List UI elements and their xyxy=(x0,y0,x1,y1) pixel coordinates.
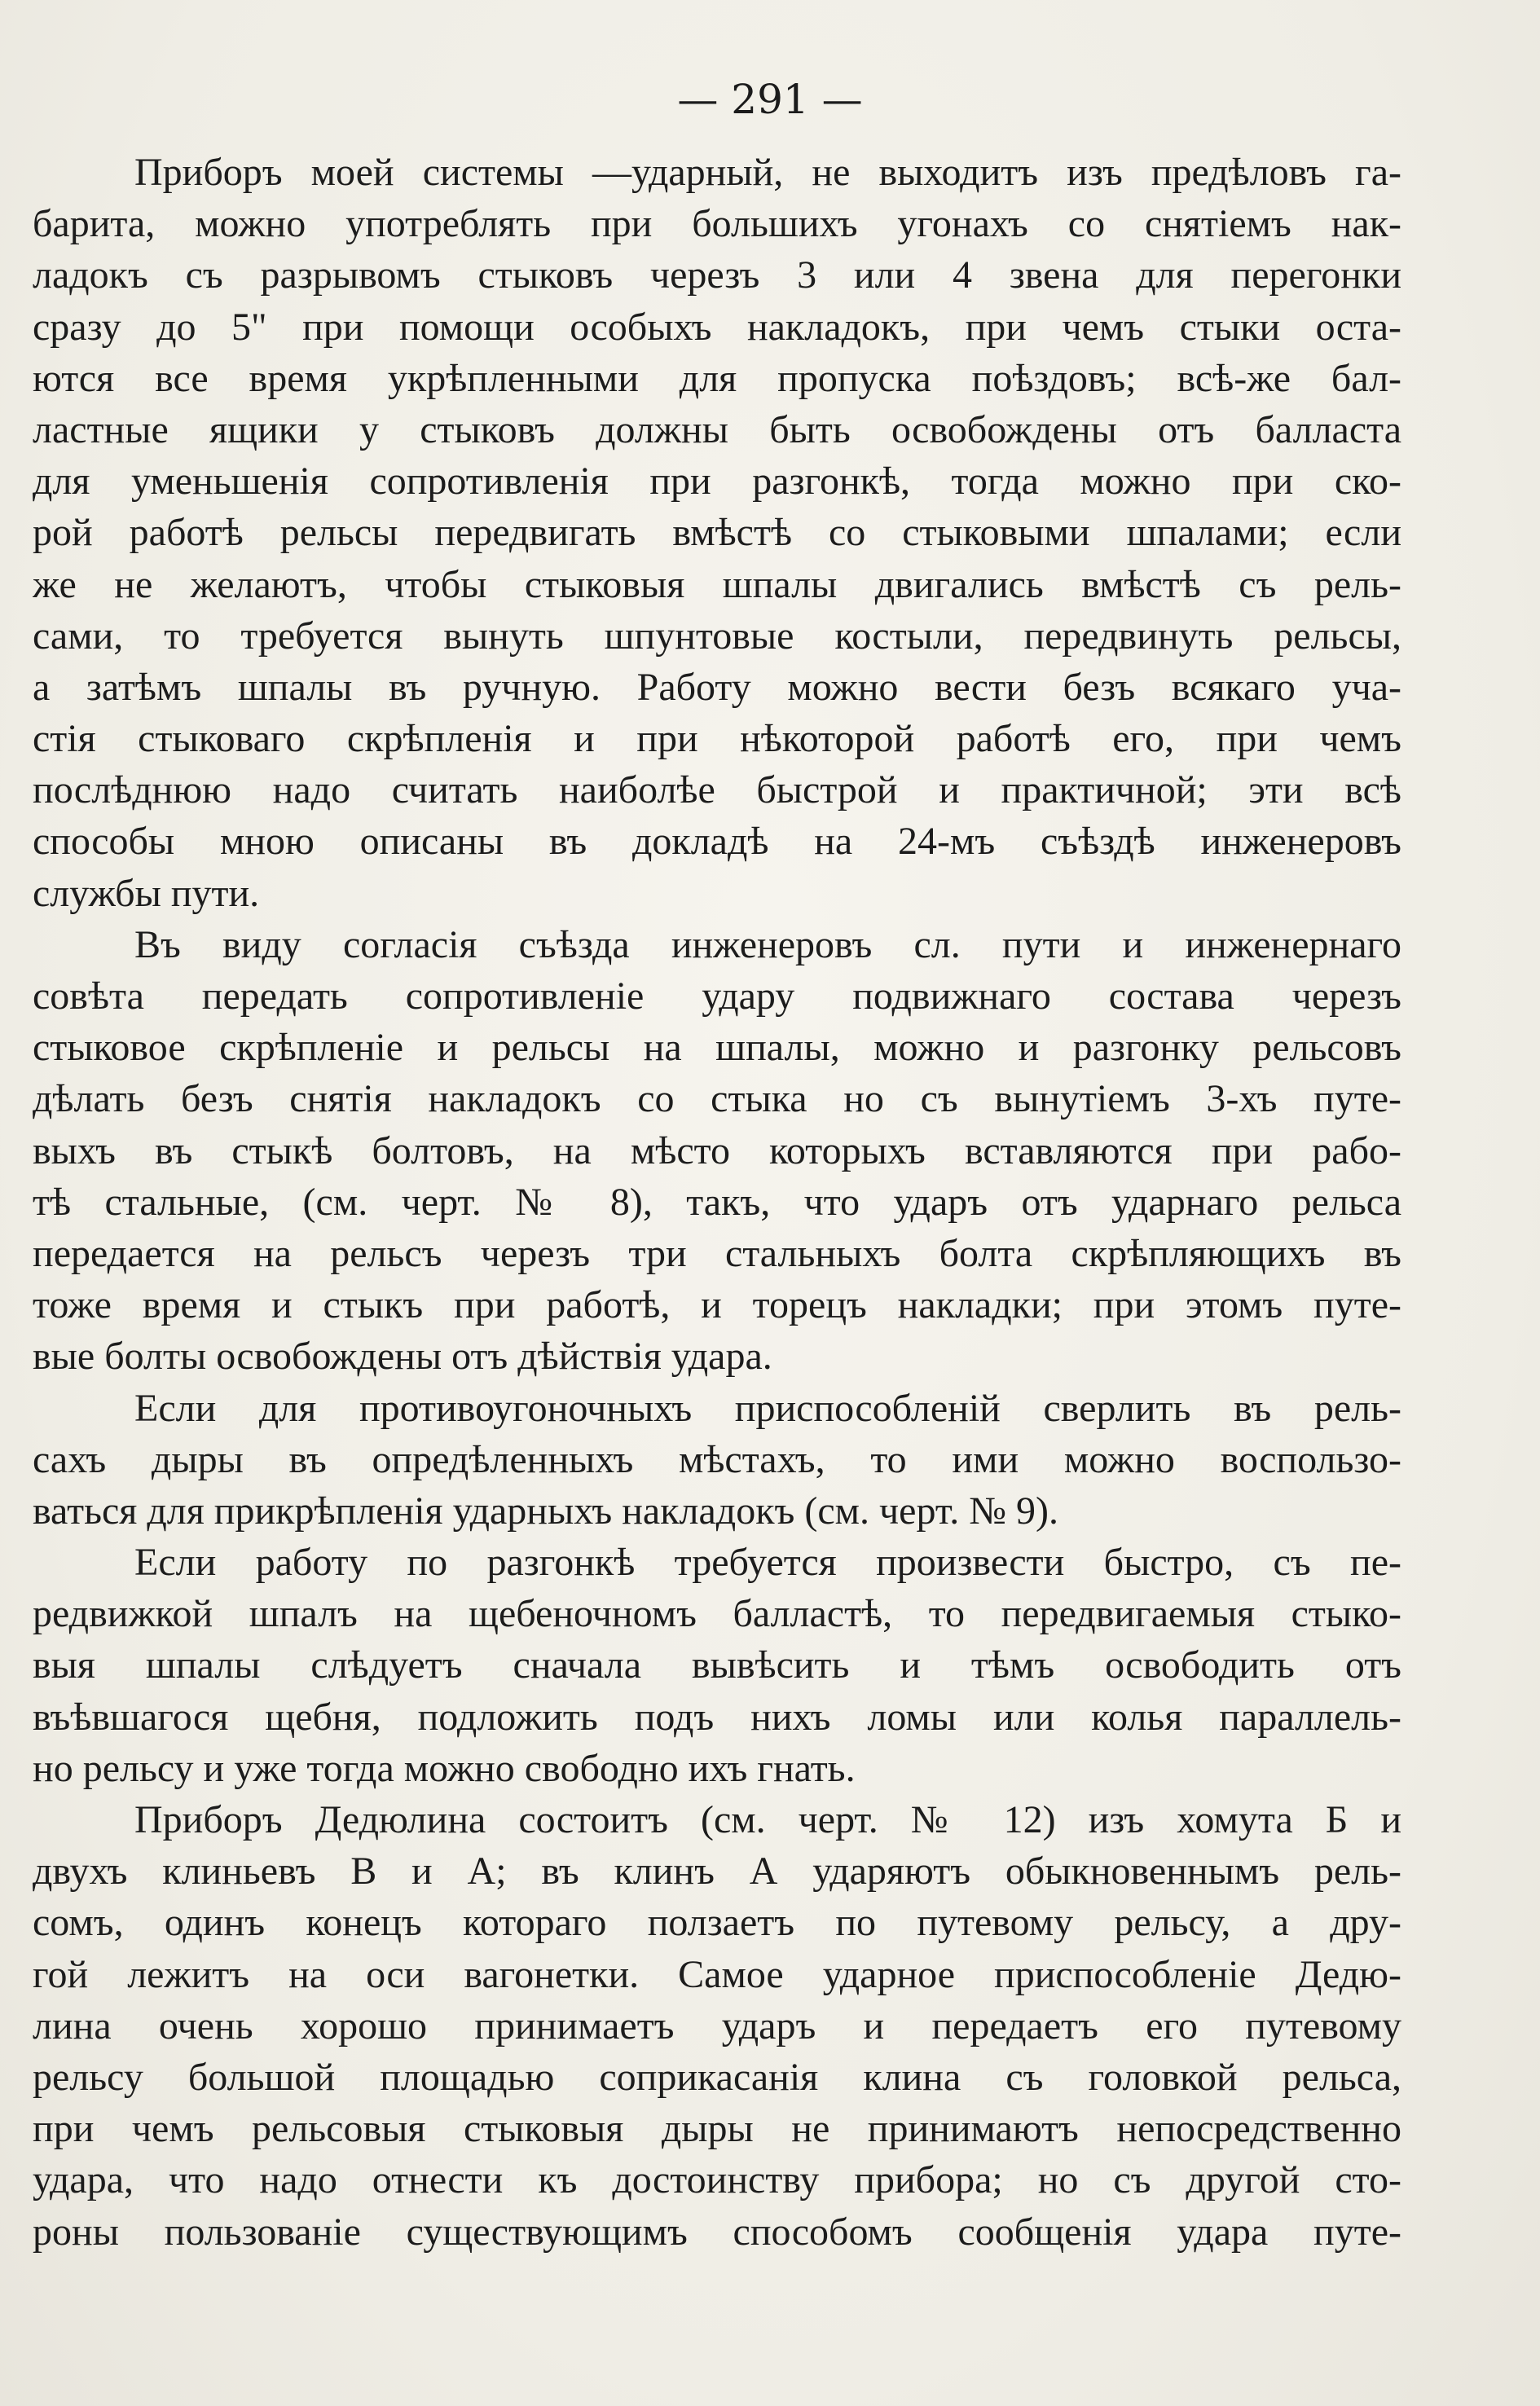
text-line: въѣвшагося щебня, подложить подъ нихъ ломы или колья параллель- xyxy=(33,1695,1401,1739)
text-line: но рельсу и уже тогда можно свободно ихъ гнать. xyxy=(33,1746,856,1790)
text-line: Приборъ моей системы —ударный, не выходитъ изъ предѣловъ га- xyxy=(134,151,1401,194)
text-line: сразу до 5" при помощи особыхъ накладокъ, при чемъ стыки оста- xyxy=(33,305,1401,349)
text-line: а затѣмъ шпалы въ ручную. Работу можно вести безъ всякаго уча- xyxy=(33,665,1401,709)
text-line: передается на рельсъ черезъ три стальныхъ болта скрѣпляющихъ въ xyxy=(33,1231,1401,1275)
text-line: редвижкой шпалъ на щебеночномъ балластѣ, то передвигаемыя стыко- xyxy=(33,1592,1401,1636)
text-line: удара, что надо отнести къ достоинству прибора; но съ другой сто- xyxy=(33,2158,1401,2202)
text-line: стія стыковаго скрѣпленія и при нѣкоторой работѣ его, при чемъ xyxy=(33,717,1401,761)
text-line: сами, то требуется вынуть шпунтовые костыли, передвинуть рельсы, xyxy=(33,614,1401,658)
text-line: ваться для прикрѣпленія ударныхъ накладокъ (см. черт. № 9). xyxy=(33,1489,1058,1533)
text-line: вые болты освобождены отъ дѣйствія удара. xyxy=(33,1335,772,1379)
text-line: рой работѣ рельсы передвигать вмѣстѣ со стыковыми шпалами; если xyxy=(33,511,1401,555)
text-line: тоже время и стыкъ при работѣ, и торецъ накладки; при этомъ путе- xyxy=(33,1283,1401,1327)
body-text xyxy=(33,147,1401,2258)
text-line: совѣта передать сопротивленіе удару подвижнаго состава черезъ xyxy=(33,974,1401,1018)
text-line: при чемъ рельсовыя стыковыя дыры не принимаютъ непосредственно xyxy=(33,2107,1401,2151)
text-line: послѣднюю надо считать наиболѣе быстрой и практичной; эти всѣ xyxy=(33,768,1401,812)
text-line: ластные ящики у стыковъ должны быть освобождены отъ балласта xyxy=(33,407,1401,451)
text-line: дѣлать безъ снятія накладокъ со стыка но съ вынутіемъ 3-хъ путе- xyxy=(33,1077,1401,1121)
text-line: тѣ стальные, (см. черт. № 8), такъ, что ударъ отъ ударнаго рельса xyxy=(33,1180,1401,1224)
text-line: Если работу по разгонкѣ требуется произвести быстро, съ пе- xyxy=(134,1541,1401,1585)
text-line: выя шпалы слѣдуетъ сначала вывѣсить и тѣмъ освободить отъ xyxy=(33,1643,1401,1687)
text-line: выхъ въ стыкѣ болтовъ, на мѣсто которыхъ вставляются при рабо- xyxy=(33,1128,1401,1172)
text-line: лина очень хорошо принимаетъ ударъ и передаетъ его путевому xyxy=(33,2004,1401,2048)
text-line: гой лежитъ на оси вагонетки. Самое ударное приспособленіе Дедю- xyxy=(33,1952,1401,1996)
text-line: ются все время укрѣпленными для пропуска поѣздовъ; всѣ-же бал- xyxy=(33,356,1401,400)
text-line: способы мною описаны въ докладѣ на 24-мъ съѣздѣ инженеровъ xyxy=(33,820,1401,864)
text-line: роны пользованіе существующимъ способомъ сообщенія удара путе- xyxy=(33,2210,1401,2254)
page-number: — 291 — xyxy=(677,76,863,123)
text-line: двухъ клиньевъ В и А; въ клинъ А ударяютъ обыкновеннымъ рель- xyxy=(33,1850,1401,1894)
text-line: Въ виду согласія съѣзда инженеровъ сл. пути и инженернаго xyxy=(134,922,1401,966)
text-line: же не желаютъ, чтобы стыковыя шпалы двигались вмѣстѣ съ рель- xyxy=(33,562,1401,606)
text-line: ладокъ съ разрывомъ стыковъ черезъ 3 или 4 звена для перегонки xyxy=(33,253,1401,297)
text-line: барита, можно употреблять при большихъ угонахъ со снятіемъ нак- xyxy=(33,202,1401,246)
text-line: рельсу большой площадью соприкасанія клина съ головкой рельса, xyxy=(33,2055,1401,2099)
text-line: Приборъ Дедюлина состоитъ (см. черт. № 12) изъ хомута Б и xyxy=(134,1798,1401,1841)
text-line: для уменьшенія сопротивленія при разгонкѣ, тогда можно при ско- xyxy=(33,460,1401,504)
text-line: службы пути. xyxy=(33,871,260,915)
text-line: стыковое скрѣпленіе и рельсы на шпалы, можно и разгонку рельсовъ xyxy=(33,1026,1401,1070)
text-line: Если для противоугоночныхъ приспособленій сверлить въ рель- xyxy=(134,1386,1401,1430)
text-line: сомъ, одинъ конецъ котораго ползаетъ по путевому рельсу, а дру- xyxy=(33,1901,1401,1945)
text-line: сахъ дыры въ опредѣленныхъ мѣстахъ, то ими можно воспользо- xyxy=(33,1437,1401,1481)
